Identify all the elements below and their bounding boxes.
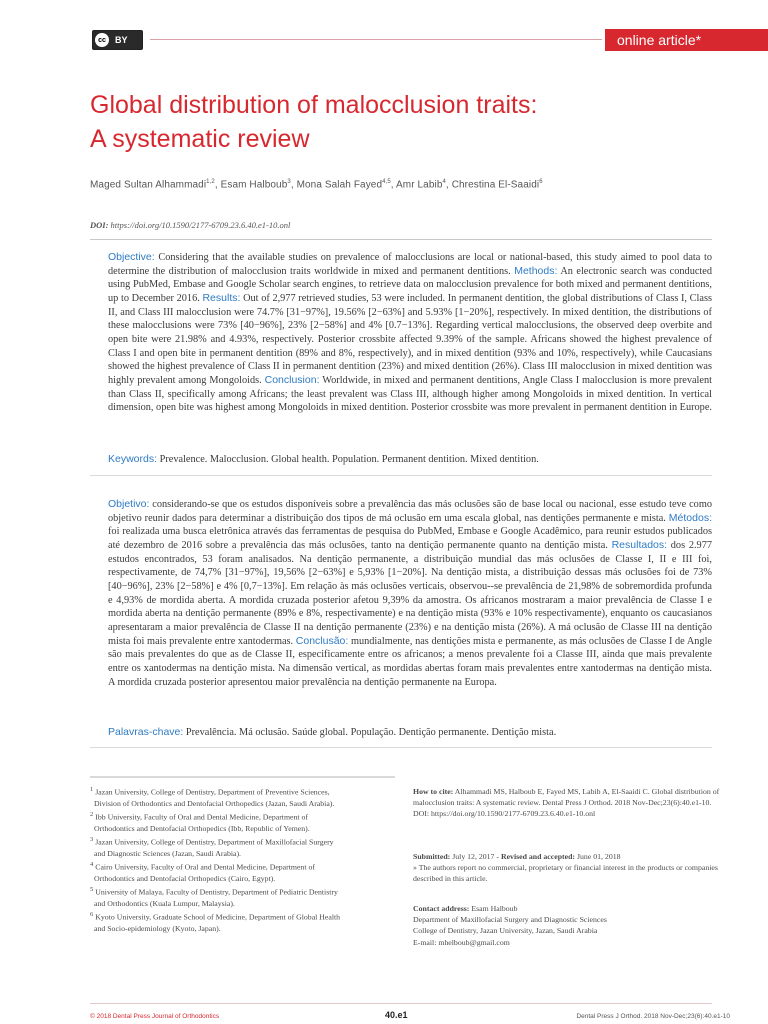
author-affiliation-ref: 3 xyxy=(287,179,291,185)
divider xyxy=(90,747,712,748)
affiliation xyxy=(90,834,395,859)
accepted-label: Revised and accepted: xyxy=(500,852,576,861)
metodos-label: Métodos: xyxy=(668,511,712,524)
objective-text: Considering that the available studies on prevalence of malocclusions are local or national-based, this study aimed to pool data to determine the distribution of malocclusion traits worldwide in mixed and permanent dentitions. xyxy=(108,252,712,277)
license-label: BY xyxy=(115,35,128,45)
online-article-label xyxy=(605,29,768,51)
online-label-main: article* xyxy=(658,32,702,48)
submitted-label: Submitted: xyxy=(413,852,451,861)
conclusion-text: Worldwide, in mixed and permanent dentitions, Angle Class I malocclusion is more prevalent than Class II, specifically among Africans; the least prevalent was Class III, although higher among Mongoloids in mixed dentition. In vertical dimension, open bite was highest among Mongoloids in mixed dentition. Posterior crossbite was more prevalent in permanent dentition in Europe. xyxy=(108,374,712,414)
resultados-text: dos 2.977 estudos encontrados, 53 foram analisados. Na dentição permanente, a distribuição mundial das más oclusões de Classe I, II e III foi, respectivamente, de 74,7% [31−97%], 19,56% [2−63%] e 5,93% [1−20%]. Na dentição mista, a distribuição dessas más oclusões foi de 73% [40−96%], 23% [2−58%] e 4% [0,7−13%]. Em relação às más oclusões verticais, observou--se prevalência de 21,98% de sobremordida profunda e 4,93% de mordida aberta. A mordida cruzada posterior afetou 9,39% da amostra. Os africanos mostraram a maior prevalência de Classe I e mordida aberta na dentição permanente (89% e 8%, respectivamente) e na dentição mista (93% e 10% respectivamente), enquanto os caucasianos apresentaram a maior prevalência de Classe II na dentição permanente (23%) e na dentição mista (26%). A má oclusão de Classe III na dentição mista foi mais prevalente entre xantodermas. xyxy=(108,539,712,647)
affiliation-line: Division of Orthodontics and Dentofacial Orthopedics (Jazan, Saudi Arabia). xyxy=(94,798,335,808)
doi-link[interactable]: https://doi.org/10.1590/2177-6709.23.6.40.e1-10.onl xyxy=(110,220,291,230)
affiliation-line: Jazan University, College of Dentistry, Department of Preventive Sciences, xyxy=(95,787,330,797)
footer-divider xyxy=(90,1003,712,1004)
contact-name: Esam Halboub xyxy=(469,904,518,913)
conclusao-label: Conclusão: xyxy=(295,634,349,647)
affiliation-line: Orthodontics and Dentofacial Orthopedics (Ibb, Republic of Yemen). xyxy=(94,823,310,833)
submitted-date: July 12, 2017 - xyxy=(450,852,501,861)
affiliation-number: 4 xyxy=(90,861,94,868)
footer-journal-ref: Dental Press J Orthod. 2018 Nov-Dec;23(6):40.e1-10 xyxy=(576,1013,730,1020)
author-list: Maged Sultan Alhammadi$^{1,2}$, Esam Halboub$^3$, Mona Salah Fayed$^{4,5}$, Amr Labib$^4$, Chrestina El-Saaidi$^6$ xyxy=(90,179,543,191)
results-text: Out of 2,977 retrieved studies, 53 were included. In permanent dentition, the global distributions of Class I, Class II, and Class III malocclusion were 74.7% [31−97%], 19.56% [2−63%] and 5.93% [1−20%], respectively. In mixed dentition, the distributions of these malocclusions were 73% [40−96%], 23% [2−58%] and 4% [0.7−13%]. Regarding vertical malocclusions, the observed deep overbite and open bite were 21.98% and 4.93%, respectively. Posterior crossbite affected 9.39% of the sample. Africans showed the highest prevalence of Class I and open bite in permanent dentition (89% and 8%, respectively), and in mixed dentition (93% and 10%, respectively), while Caucasians showed the highest prevalence of Class II in permanent dentition (23%) and mixed dentition (26%). Class III malocclusion in mixed dentition was highly prevalent among Mongoloids. xyxy=(108,292,712,386)
methods-text: An electronic search was conducted using PubMed, Embase and Google Scholar search engines, to retrieve data on malocclusion prevalence for both mixed and permanent dentitions, up to December 2016. xyxy=(108,265,712,304)
accepted-date: June 01, 2018 xyxy=(575,852,621,861)
online-label-prefix: online xyxy=(617,32,659,48)
results-label: Results: xyxy=(202,291,241,304)
affiliation-line: and Orthodontics (Kuala Lumpur, Malaysia). xyxy=(94,898,235,908)
affiliation xyxy=(90,859,395,884)
doi-line xyxy=(90,220,710,230)
author-affiliation-ref: 1,2 xyxy=(206,179,215,185)
footnote-divider xyxy=(90,776,395,778)
affiliation xyxy=(90,784,395,809)
author: Mona Salah Fayed xyxy=(296,179,383,191)
page-number: 40.e1 xyxy=(385,1010,408,1020)
affiliation xyxy=(90,809,395,834)
conclusion-label: Conclusion: xyxy=(264,373,320,386)
title-line-1: Global distribution of malocclusion traits: xyxy=(90,91,538,119)
affiliation-line: and Diagnostic Sciences (Jazan, Saudi Arabia). xyxy=(94,848,242,858)
title-line-2: A systematic review xyxy=(90,125,310,153)
author-affiliation-ref: 6 xyxy=(539,179,543,185)
metodos-text: foi realizada uma busca eletrônica através das ferramentas de pesquisa do PubMed, Embase e Google Acadêmico, para reunir estudos publicados até dezembro de 2016 sobre a prevalência das más oclusões, tanto na dentição permanente quanto na dentição mista. xyxy=(108,526,712,551)
doi-label: DOI: xyxy=(90,220,109,230)
author-affiliation-ref: 4 xyxy=(442,179,446,185)
submission-info xyxy=(413,851,723,885)
author-affiliation-ref: 4,5 xyxy=(382,179,391,185)
palavras-chave xyxy=(108,726,712,740)
objetivo-text: considerando-se que os estudos disponíveis sobre a prevalência das más oclusões são de base local ou nacional, esse estudo teve como objetivo reunir dados para determinar a distribuição dos tipos de má oclusão em uma escala global, nas dentições permanente e mista. xyxy=(108,499,712,524)
palavras-chave-label: Palavras-chave: xyxy=(108,726,184,738)
cite-doi[interactable]: DOI: https://doi.org/10.1590/2177-6709.23.6.40.e1-10.onl xyxy=(413,809,596,819)
affiliations xyxy=(90,784,395,934)
contact-line: College of Dentistry, Jazan University, Jazan, Saudi Arabia xyxy=(413,926,598,936)
keywords-text: Prevalence. Malocclusion. Global health. Population. Permanent dentition. Mixed dentition. xyxy=(157,454,539,465)
affiliation-line: Ibb University, Faculty of Oral and Dental Medicine, Department of xyxy=(95,812,309,822)
contact-email[interactable]: E-mail: mhelboub@gmail.com xyxy=(413,937,510,947)
contact-address xyxy=(413,903,723,948)
affiliation-line: and Socio-epidemiology (Kyoto, Japan). xyxy=(94,923,221,933)
abstract-english xyxy=(108,251,712,415)
cite-label: How to cite: xyxy=(413,787,454,796)
cite-text: Alhammadi MS, Halboub E, Fayed MS, Labib A, El-Saaidi C. Global distribution of malocclusion traits: A systematic review. Dental Press J Orthod. 2018 Nov-Dec;23(6):40.e1-10. xyxy=(413,787,720,808)
footer-copyright: © 2018 Dental Press Journal of Orthodontics xyxy=(90,1013,220,1020)
article-title xyxy=(90,88,690,156)
affiliation-number: 2 xyxy=(90,811,94,818)
abstract-portuguese xyxy=(108,498,712,689)
author: Esam Halboub xyxy=(220,179,288,191)
affiliation xyxy=(90,884,395,909)
methods-label: Methods: xyxy=(514,264,558,277)
keywords xyxy=(108,453,712,467)
cc-icon: cc xyxy=(95,33,109,47)
affiliation-line: Kyoto University, Graduate School of Medicine, Department of Global Health xyxy=(95,912,341,922)
affiliation-line: University of Malaya, Faculty of Dentistry, Department of Pediatric Dentistry xyxy=(95,887,338,897)
divider xyxy=(90,475,712,476)
divider xyxy=(90,239,712,240)
author: Amr Labib xyxy=(396,179,443,191)
objective-label: Objective: xyxy=(108,251,155,263)
header-divider xyxy=(150,39,602,40)
affiliation-number: 1 xyxy=(90,786,94,793)
objetivo-label: Objetivo: xyxy=(108,498,150,510)
keywords-label: Keywords: xyxy=(108,453,158,465)
disclosure-text: » The authors report no commercial, proprietary or financial interest in the products or companies described in this article. xyxy=(413,863,718,884)
resultados-label: Resultados: xyxy=(611,538,668,551)
author: Maged Sultan Alhammadi xyxy=(90,179,207,191)
affiliation-line: Orthodontics and Dentofacial Orthopedics (Cairo, Egypt). xyxy=(94,873,276,883)
affiliation-line: Jazan University, College of Dentistry, Department of Maxillofacial Surgery xyxy=(95,837,334,847)
affiliation xyxy=(90,909,395,934)
author: Chrestina El-Saaidi xyxy=(451,179,540,191)
affiliation-line: Cairo University, Faculty of Oral and Dental Medicine, Department of xyxy=(95,862,315,872)
conclusao-text: mundialmente, nas dentições mista e permanente, as más oclusões de Classe I de Angle são mais prevalentes do que as de Classe II, especificamente entre os africanos; a menos prevalente foi a Classe III, ainda que mais prevalente entre os xantodermas na dentição mista. Na dimensão vertical, as mordidas abertas foram mais prevalentes entre xantodermas na dentição mista. A mordida cruzada posterior apresentou maior prevalência na dentição permanente na Europa. xyxy=(108,635,713,688)
affiliation-number: 6 xyxy=(90,911,94,918)
affiliation-number: 5 xyxy=(90,886,94,893)
palavras-chave-text: Prevalência. Má oclusão. Saúde global. População. Dentição permanente. Dentição mista. xyxy=(183,727,557,738)
contact-label: Contact address: xyxy=(413,904,470,913)
how-to-cite xyxy=(413,786,723,820)
affiliation-number: 3 xyxy=(90,836,94,843)
cc-by-license-badge[interactable] xyxy=(92,30,143,50)
contact-line: Department of Maxillofacial Surgery and Diagnostic Sciences xyxy=(413,915,607,925)
